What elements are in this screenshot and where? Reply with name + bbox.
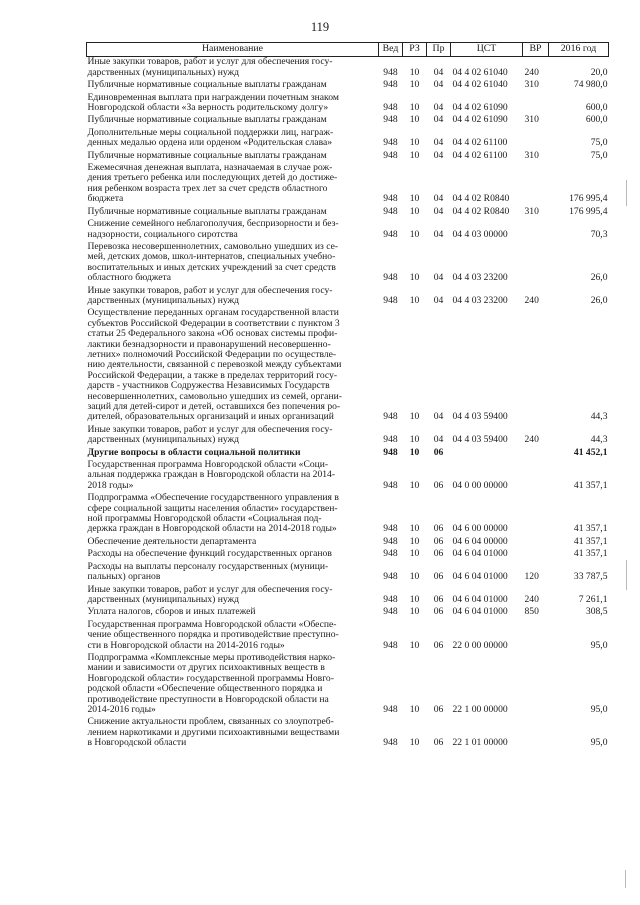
row-vr (523, 537, 549, 549)
row-amount: 95,0 (590, 639, 608, 651)
row-pr: 04 (433, 411, 444, 423)
row-vr: 120 (524, 571, 539, 583)
row-amount: 41 357,1 (573, 548, 608, 560)
table-row (87, 425, 609, 448)
row-ved: 948 (383, 446, 398, 458)
header-pr: Пр (427, 43, 451, 57)
row-amount: 308,5 (585, 606, 608, 618)
header-cst: ЦСТ (451, 43, 523, 57)
row-cst: 04 6 04 01000 (452, 548, 508, 560)
row-vr: 310 (524, 114, 539, 126)
row-name: Снижение актуальности проблем, связанных со злоупотреб- лением наркотиками и другими психоактивными веществами в Новгородской области (87, 716, 340, 749)
row-cst: 04 6 04 00000 (452, 535, 508, 547)
row-rz: 10 (409, 149, 420, 161)
row-pr: 06 (433, 639, 444, 651)
row-vr (523, 93, 549, 116)
table-header-row (87, 43, 609, 57)
row-rz: 10 (409, 535, 420, 547)
row-pr: 06 (433, 703, 444, 715)
row-cst: 04 4 02 61100 (452, 149, 508, 161)
row-rz: 10 (409, 703, 420, 715)
row-amount: 600,0 (585, 114, 608, 126)
table-row (87, 115, 609, 127)
row-rz: 10 (409, 411, 420, 423)
row-name: Государственная программа Новгородской области «Соци- альная поддержка граждан в Новгородской области на 2014- 2018 годы» (87, 459, 336, 491)
row-name: Публичные нормативные социальные выплаты гражданам (87, 79, 327, 91)
row-pr: 06 (433, 446, 444, 458)
row-pr: 06 (433, 548, 444, 560)
row-name: Иные закупки товаров, работ и услуг для обеспечения госу- дарственных (муниципальных) нужд (87, 56, 333, 78)
row-ved: 948 (383, 193, 398, 205)
row-amount: 74 980,0 (573, 79, 608, 91)
row-pr: 04 (433, 272, 444, 284)
row-vr: 240 (524, 66, 539, 78)
row-ved: 948 (383, 102, 398, 114)
row-pr: 04 (433, 294, 444, 306)
row-ved: 948 (383, 228, 398, 240)
row-ved: 948 (383, 593, 398, 605)
row-name: Публичные нормативные социальные выплаты гражданам (87, 149, 327, 161)
row-rz: 10 (409, 434, 420, 446)
table-row (87, 80, 609, 92)
row-rz: 10 (409, 593, 420, 605)
row-name: Подпрограмма «Комплексные меры противодействия нарко- мании и зависимости от других психоактивных веществ в Новгородской области» государственной программы Новго- родской области «Обеспечение общественного порядка и противодействие преступности в Новгородской области на 2014-2016 годы» (87, 651, 336, 715)
row-cst: 04 4 02 R0840 (452, 193, 510, 205)
row-cst: 04 4 02 61040 (452, 66, 508, 78)
row-vr: 310 (524, 149, 539, 161)
row-vr (523, 717, 549, 750)
row-cst: 04 4 02 61100 (452, 137, 508, 149)
row-name: Государственная программа Новгородской области «Обеспе- чение общественного порядка и противодействие преступно- сти в Новгородской области на 2014-2016 годы» (87, 618, 339, 651)
row-pr: 04 (433, 205, 444, 217)
row-cst: 04 6 00 00000 (452, 523, 508, 535)
table-row (87, 242, 609, 286)
row-cst: 22 1 00 00000 (452, 703, 508, 715)
row-vr: 310 (524, 79, 539, 91)
row-rz: 10 (409, 193, 420, 205)
table-row (87, 717, 609, 750)
row-amount: 600,0 (585, 102, 608, 114)
row-cst: 04 4 03 59400 (452, 411, 508, 423)
row-rz: 10 (409, 606, 420, 618)
row-name: Расходы на выплаты персоналу государственных (муници- пальных) органов (87, 560, 329, 583)
row-pr: 06 (433, 571, 444, 583)
row-cst: 04 0 00 00000 (452, 479, 508, 491)
table-row (87, 562, 609, 585)
row-pr: 06 (433, 535, 444, 547)
row-amount: 41 357,1 (573, 523, 608, 535)
row-rz: 10 (409, 114, 420, 126)
row-pr: 04 (433, 149, 444, 161)
header-vr: ВР (523, 43, 549, 57)
row-cst: 22 1 01 00000 (452, 737, 508, 749)
row-cst (451, 448, 523, 460)
row-amount: 70,3 (590, 228, 608, 240)
row-name: Ежемесячная денежная выплата, назначаемая в случае рож- дения третьего ребенка или последующих детей до достиже- ния ребенком возраста трех лет за счет средств областного бюджета (87, 162, 338, 205)
table-row (87, 286, 609, 309)
row-cst: 04 4 02 R0840 (452, 205, 510, 217)
row-rz: 10 (409, 571, 420, 583)
table-row (87, 308, 609, 424)
row-amount: 75,0 (590, 137, 608, 149)
row-vr (523, 653, 549, 717)
row-ved: 948 (383, 79, 398, 91)
row-pr: 06 (433, 523, 444, 535)
row-cst: 04 4 03 59400 (452, 434, 508, 446)
row-amount: 26,0 (590, 272, 608, 284)
row-cst: 04 4 02 61090 (452, 114, 508, 126)
header-name: Наименование (87, 43, 379, 57)
table-row (87, 128, 609, 151)
row-rz: 10 (409, 137, 420, 149)
table-row (87, 163, 609, 207)
row-ved: 948 (383, 703, 398, 715)
row-amount: 75,0 (590, 149, 608, 161)
row-amount: 95,0 (590, 703, 608, 715)
table-row (87, 460, 609, 493)
row-vr: 240 (524, 593, 539, 605)
row-name: Иные закупки товаров, работ и услуг для обеспечения госу- дарственных (муниципальных) нужд (87, 423, 333, 446)
row-name: Дополнительные меры социальной поддержки лиц, награж- денных медалью ордена или орденом «Родительская слава» (87, 126, 334, 149)
scan-mark (626, 560, 627, 590)
row-vr: 850 (524, 606, 539, 618)
row-amount: 176 995,4 (569, 205, 608, 217)
row-rz: 10 (409, 737, 420, 749)
table-row (87, 549, 609, 561)
row-vr (523, 448, 549, 460)
row-ved: 948 (383, 272, 398, 284)
row-ved: 948 (383, 523, 398, 535)
row-ved: 948 (383, 434, 398, 446)
table-row (87, 620, 609, 653)
row-amount: 176 995,4 (569, 193, 608, 205)
row-rz: 10 (409, 102, 420, 114)
row-vr: 310 (524, 205, 539, 217)
budget-table (86, 42, 609, 751)
row-ved: 948 (383, 479, 398, 491)
scan-mark (625, 870, 626, 888)
row-ved: 948 (383, 571, 398, 583)
table-row (87, 219, 609, 242)
row-vr (523, 242, 549, 286)
row-rz: 10 (409, 205, 420, 217)
row-cst: 22 0 00 00000 (452, 639, 508, 651)
row-cst: 04 6 04 01000 (452, 571, 508, 583)
header-amount: 2016 год (549, 43, 609, 57)
row-rz: 10 (409, 272, 420, 284)
row-pr: 04 (433, 102, 444, 114)
row-cst: 04 6 04 01000 (452, 606, 508, 618)
row-pr: 06 (433, 593, 444, 605)
row-ved: 948 (383, 149, 398, 161)
row-ved: 948 (383, 535, 398, 547)
row-amount: 41 452,1 (573, 446, 608, 458)
table-row (87, 57, 609, 80)
row-amount: 33 787,5 (573, 571, 608, 583)
row-name: Подпрограмма «Обеспечение государственного управления в сфере социальной защиты населения области» государствен- ной программы Новгородской области «Социальная под- держка граждан в Новгородской области на 2014-2018 годы» (87, 492, 339, 535)
row-name: Снижение семейного неблагополучия, беспризорности и без- надзорности, социального сиротства (87, 218, 339, 240)
page-number: 119 (310, 20, 330, 34)
row-amount: 26,0 (590, 294, 608, 306)
row-name: Перевозка несовершеннолетних, самовольно ушедших из се- мей, детских домов, школ-интернатов, специальных учебно- воспитательных и иных детских учреждений за счет средств областного бюджета (87, 240, 339, 284)
row-vr (523, 493, 549, 537)
row-rz: 10 (409, 479, 420, 491)
row-ved: 948 (383, 548, 398, 560)
row-cst: 04 6 04 01000 (452, 593, 508, 605)
row-ved: 948 (383, 639, 398, 651)
row-pr: 06 (433, 479, 444, 491)
row-vr (523, 219, 549, 242)
row-vr (523, 620, 549, 653)
row-ved: 948 (383, 294, 398, 306)
row-vr: 240 (524, 434, 539, 446)
row-name: Обеспечение деятельности департамента (87, 535, 257, 547)
row-ved: 948 (383, 114, 398, 126)
row-pr: 04 (433, 137, 444, 149)
row-name: Публичные нормативные социальные выплаты гражданам (87, 114, 327, 126)
row-rz: 10 (409, 79, 420, 91)
table-body (87, 57, 609, 751)
row-ved: 948 (383, 205, 398, 217)
row-pr: 04 (433, 114, 444, 126)
row-name: Иные закупки товаров, работ и услуг для обеспечения госу- дарственных (муниципальных) нужд (87, 583, 333, 605)
row-amount: 95,0 (590, 737, 608, 749)
row-cst: 04 4 02 61090 (452, 102, 508, 114)
row-cst: 04 4 02 61040 (452, 79, 508, 91)
row-name: Уплата налогов, сборов и иных платежей (87, 606, 256, 618)
row-rz: 10 (409, 66, 420, 78)
row-vr (523, 128, 549, 151)
row-amount: 41 357,1 (573, 479, 608, 491)
row-vr: 240 (524, 294, 539, 306)
scan-mark (626, 180, 627, 206)
row-vr (523, 163, 549, 207)
row-name: Публичные нормативные социальные выплаты гражданам (87, 205, 327, 217)
row-vr (523, 308, 549, 424)
row-rz: 10 (409, 639, 420, 651)
row-pr: 04 (433, 66, 444, 78)
row-pr: 04 (433, 193, 444, 205)
row-rz: 10 (409, 294, 420, 306)
row-ved: 948 (383, 137, 398, 149)
row-pr: 04 (433, 228, 444, 240)
row-amount: 20,0 (590, 66, 608, 78)
row-amount: 41 357,1 (573, 535, 608, 547)
row-pr: 06 (433, 737, 444, 749)
row-rz: 10 (409, 228, 420, 240)
table-row (87, 653, 609, 717)
row-ved: 948 (383, 66, 398, 78)
row-cst: 04 4 03 23200 (452, 272, 508, 284)
row-amount: 44,3 (590, 411, 608, 423)
row-rz: 10 (409, 548, 420, 560)
row-ved: 948 (383, 411, 398, 423)
row-vr (523, 549, 549, 561)
row-pr: 06 (433, 606, 444, 618)
header-ved: Вед (379, 43, 403, 57)
row-rz: 10 (409, 523, 420, 535)
table-row (87, 93, 609, 116)
row-name: Иные закупки товаров, работ и услуг для обеспечения госу- дарственных (муниципальных) нужд (87, 284, 333, 306)
table-row (87, 585, 609, 608)
row-name: Другие вопросы в области социальной политики (87, 446, 301, 458)
row-cst: 04 4 03 23200 (452, 294, 508, 306)
row-pr: 04 (433, 434, 444, 446)
row-rz: 10 (409, 446, 420, 458)
row-cst: 04 4 03 00000 (452, 228, 508, 240)
row-ved: 948 (383, 606, 398, 618)
row-vr (523, 460, 549, 493)
row-pr: 04 (433, 79, 444, 91)
row-name: Расходы на обеспечение функций государственных органов (87, 548, 332, 560)
row-amount: 44,3 (590, 434, 608, 446)
table-row (87, 493, 609, 537)
row-name: Единовременная выплата при награждении почетным знаком Новгородской области «За верность родительскому долгу» (87, 91, 339, 114)
row-amount: 7 261,1 (578, 593, 608, 605)
row-name: Осуществление переданных органам государственной власти субъектов Российской Федерации в соответствии с пунктом 3 статьи 25 Федерального закона «Об основах системы профи- лактики безнадзорности и правонарушений несовершенно- летних» полномочий Российской Федерации по осуществле- нию деятельности, связанной с перевозкой между субъектами Российской Федерации, а также в пределах территорий госу- дарств - участников Содружества Независимых Государств несовершеннолетних, самовольно ушедших из семей, органи- заций для детей-сирот и детей, оставшихся без попечения ро- дителей, образовательных организаций и иных организаций (87, 307, 342, 423)
table-row (87, 607, 609, 619)
header-rz: РЗ (403, 43, 427, 57)
row-ved: 948 (383, 737, 398, 749)
